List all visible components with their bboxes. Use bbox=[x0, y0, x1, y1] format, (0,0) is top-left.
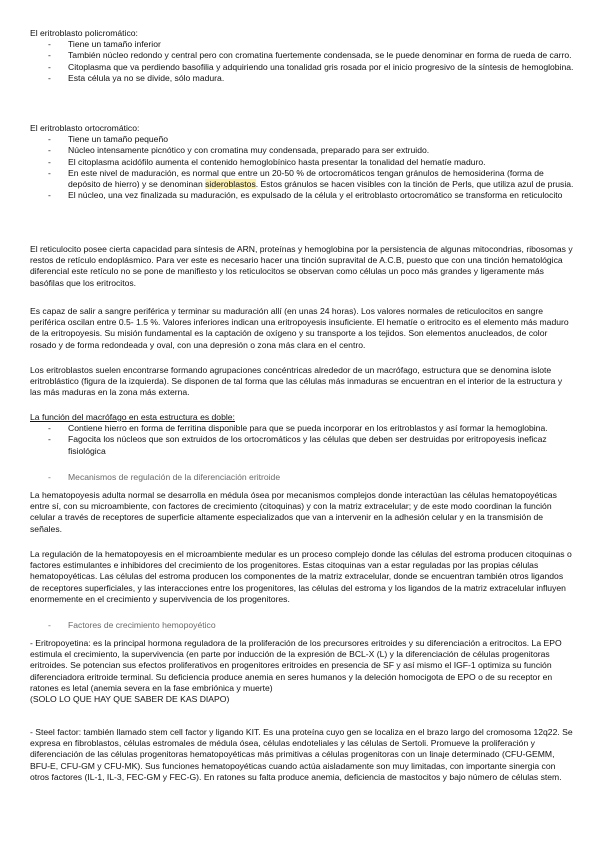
list-item: - Tiene un tamaño pequeño bbox=[48, 134, 574, 145]
heading-macrofago: La función del macrófago en esta estructura es doble: bbox=[30, 412, 235, 422]
list-item: - El citoplasma acidófilo aumenta el contenido hemoglobínico hasta presentar la tonalidad del hematíe maduro. bbox=[48, 157, 574, 168]
paragraph-mecanismos-2: La regulación de la hematopoyesis en el microambiente medular es un proceso complejo donde las células del estroma producen citoquinas o factores estimulantes e inhibidores del crecimiento de los progenitores. Estas citoquinas van a estar reguladas por las propias células hematopoyéticas. Las células del estroma producen los componentes de la matriz extracelular, donde se encuentran también otros ligandos de receptores superficiales, y las interacciones entre los progenitores, las células del estroma y los ligandos de la matriz extracelular influyen enormemente en el crecimiento y supervivencia de los progenitores. bbox=[30, 549, 572, 604]
paragraph-islote: Los eritroblastos suelen encontrarse formando agrupaciones concéntricas alrededor de un macrófago, estructura que se denomina islote eritroblástico (figura de la izquierda). Se disponen de tal forma que las células más inmaduras se encuentran en el interior de la estructura y las más maduras en la zona más externa. bbox=[30, 365, 563, 398]
list-item: - Núcleo intensamente picnótico y con cromatina muy condensada, preparado para ser extruido. bbox=[48, 145, 574, 156]
list-item: - También núcleo redondo y central pero con cromatina fuertemente condensada, se le puede denominar en forma de rueda de carro. bbox=[48, 50, 574, 61]
paragraph-eritropoyetina: - Eritropoyetina: es la principal hormona reguladora de la proliferación de los precursores eritroides y su diferenciación a eritrocitos. La EPO estimula el crecimiento, la supervivencia (en parte por inducción de la expresión de BCL-X (L) y la diferenciación de células progenitoras eritroides. Se potencian sus efectos proliferativos en progenitores eritroides en presencia de SF y así mismo el IGF-1 optimiza su función diferenciadora eritroide terminal. Su deficiencia produce anemia en seres humanos y la deleción homocigota de EPO o de su receptor en ratones es letal (anemia severa en la fase embriónica y muerte) bbox=[30, 638, 562, 693]
paragraph-mecanismos-1: La hematopoyesis adulta normal se desarrolla en médula ósea por mecanismos complejos donde interactúan las células hematopoyéticas entre sí, con su microambiente, con factores de crecimiento (citoquinas) y con la matriz extracelular; y de este modo coordinan la función celular a través de receptores de superficie altamente especializados que van a intervenir en la adhesión celular y en la transmisión de señales. bbox=[30, 490, 557, 534]
list-macrofago bbox=[30, 423, 574, 457]
list-item: - Citoplasma que va perdiendo basofilia y adquiriendo una tonalidad gris rosada por el inicio progresivo de la síntesis de hemoglobina. bbox=[48, 62, 574, 73]
list-item: - Esta célula ya no se divide, sólo madura. bbox=[48, 73, 574, 84]
list-item: - El núcleo, una vez finalizada su maduración, es expulsado de la célula y el eritroblasto ortocromático se transforma en reticulocito bbox=[48, 190, 574, 201]
list-item: - Tiene un tamaño inferior bbox=[48, 39, 574, 50]
subheading-text: Factores de crecimiento hemopoyético bbox=[68, 620, 216, 630]
subheading-factores: - Factores de crecimiento hemopoyético bbox=[48, 620, 216, 630]
paragraph-sangre: Es capaz de salir a sangre periférica y terminar su maduración allí (en unas 24 horas). Los valores normales de reticulocitos en sangre periférica oscilan entre 0.5- 1.5 %. Valores inferiores indican una eritropoyesis insuficiente. El hematíe o eritrocito es el elemento más maduro de la eritropoyesis. Su misión fundamental es la captación de oxígeno y su transporte a los tejidos. Son elementos anucleados, de color rosado y de forma redondeada y oval, con una depresión o zona más clara en el centro. bbox=[30, 306, 569, 350]
heading-policromatico: El eritroblasto policromático: bbox=[30, 28, 138, 38]
section-policromatico bbox=[30, 28, 574, 84]
paragraph-steel-factor: - Steel factor: también llamado stem cell factor y ligando KIT. Es una proteína cuyo gen se localiza en el brazo largo del cromosoma 12q22. Se expresa en fibroblastos, células estromales de médula ósea, células endoteliales y las células de Sertoli. Promueve la proliferación y diferenciación de las células progenitoras hematopoyéticas más primitivas a células progenitoras con un linaje determinado (CFU-GEMM, BFU-E, CFU-GM y CFU-MK). Sus funciones hematopoyéticas cuando actúa aisladamente son muy limitadas, con importante sinergia con otros factores (IL-1, IL-3, FEC-GM y FEC-G). En ratones su falta produce anemia, deficiencia de mastocitos y bajo número de células stem. bbox=[30, 727, 573, 782]
section-macrofago bbox=[30, 412, 574, 457]
subheading-text: Mecanismos de regulación de la diferenciación eritroide bbox=[68, 472, 281, 482]
item-text: . Estos gránulos se hacen visibles con la tinción de Perls, que utiliza azul de prusia. bbox=[255, 179, 574, 190]
highlighted-term: sideroblastos bbox=[205, 179, 256, 190]
list-policromatico bbox=[30, 39, 574, 84]
heading-ortocromatico: El eritroblasto ortocromático: bbox=[30, 123, 140, 133]
list-item: - Contiene hierro en forma de ferritina disponible para que se pueda incorporar en los eritroblastos y así formar la hemoglobina. bbox=[48, 423, 574, 434]
list-item bbox=[48, 168, 574, 190]
section-ortocromatico bbox=[30, 123, 574, 201]
subheading-mecanismos: - Mecanismos de regulación de la diferenciación eritroide bbox=[48, 472, 281, 482]
item-text: En este nivel de maduración, es normal que entre un 20-50 % de ortocromáticos tengan gránulos de hemosiderina (forma de depósito de hierro) y se denominan bbox=[68, 167, 544, 190]
note-diapo: (SOLO LO QUE HAY QUE SABER DE KAS DIAPO) bbox=[30, 694, 230, 704]
list-item: - Fagocita los núcleos que son extruidos de los ortocromáticos y las células que deben ser destruidas por eritropoyesis ineficaz fisiológica bbox=[48, 434, 574, 456]
list-ortocromatico bbox=[30, 134, 574, 201]
paragraph-reticulocito: El reticulocito posee cierta capacidad para síntesis de ARN, proteínas y hemoglobina por la persistencia de algunas mitocondrias, ribosomas y restos de retículo endoplásmico. Para ver este es necesario hacer una tinción supravital de A.C.B, puesto que con una tinción hematológica diferencial este retículo no se pone de manifiesto y los reticulocitos se observan como células un poco más grandes y ligeramente más basófilas que los eritrocitos. bbox=[30, 244, 573, 288]
